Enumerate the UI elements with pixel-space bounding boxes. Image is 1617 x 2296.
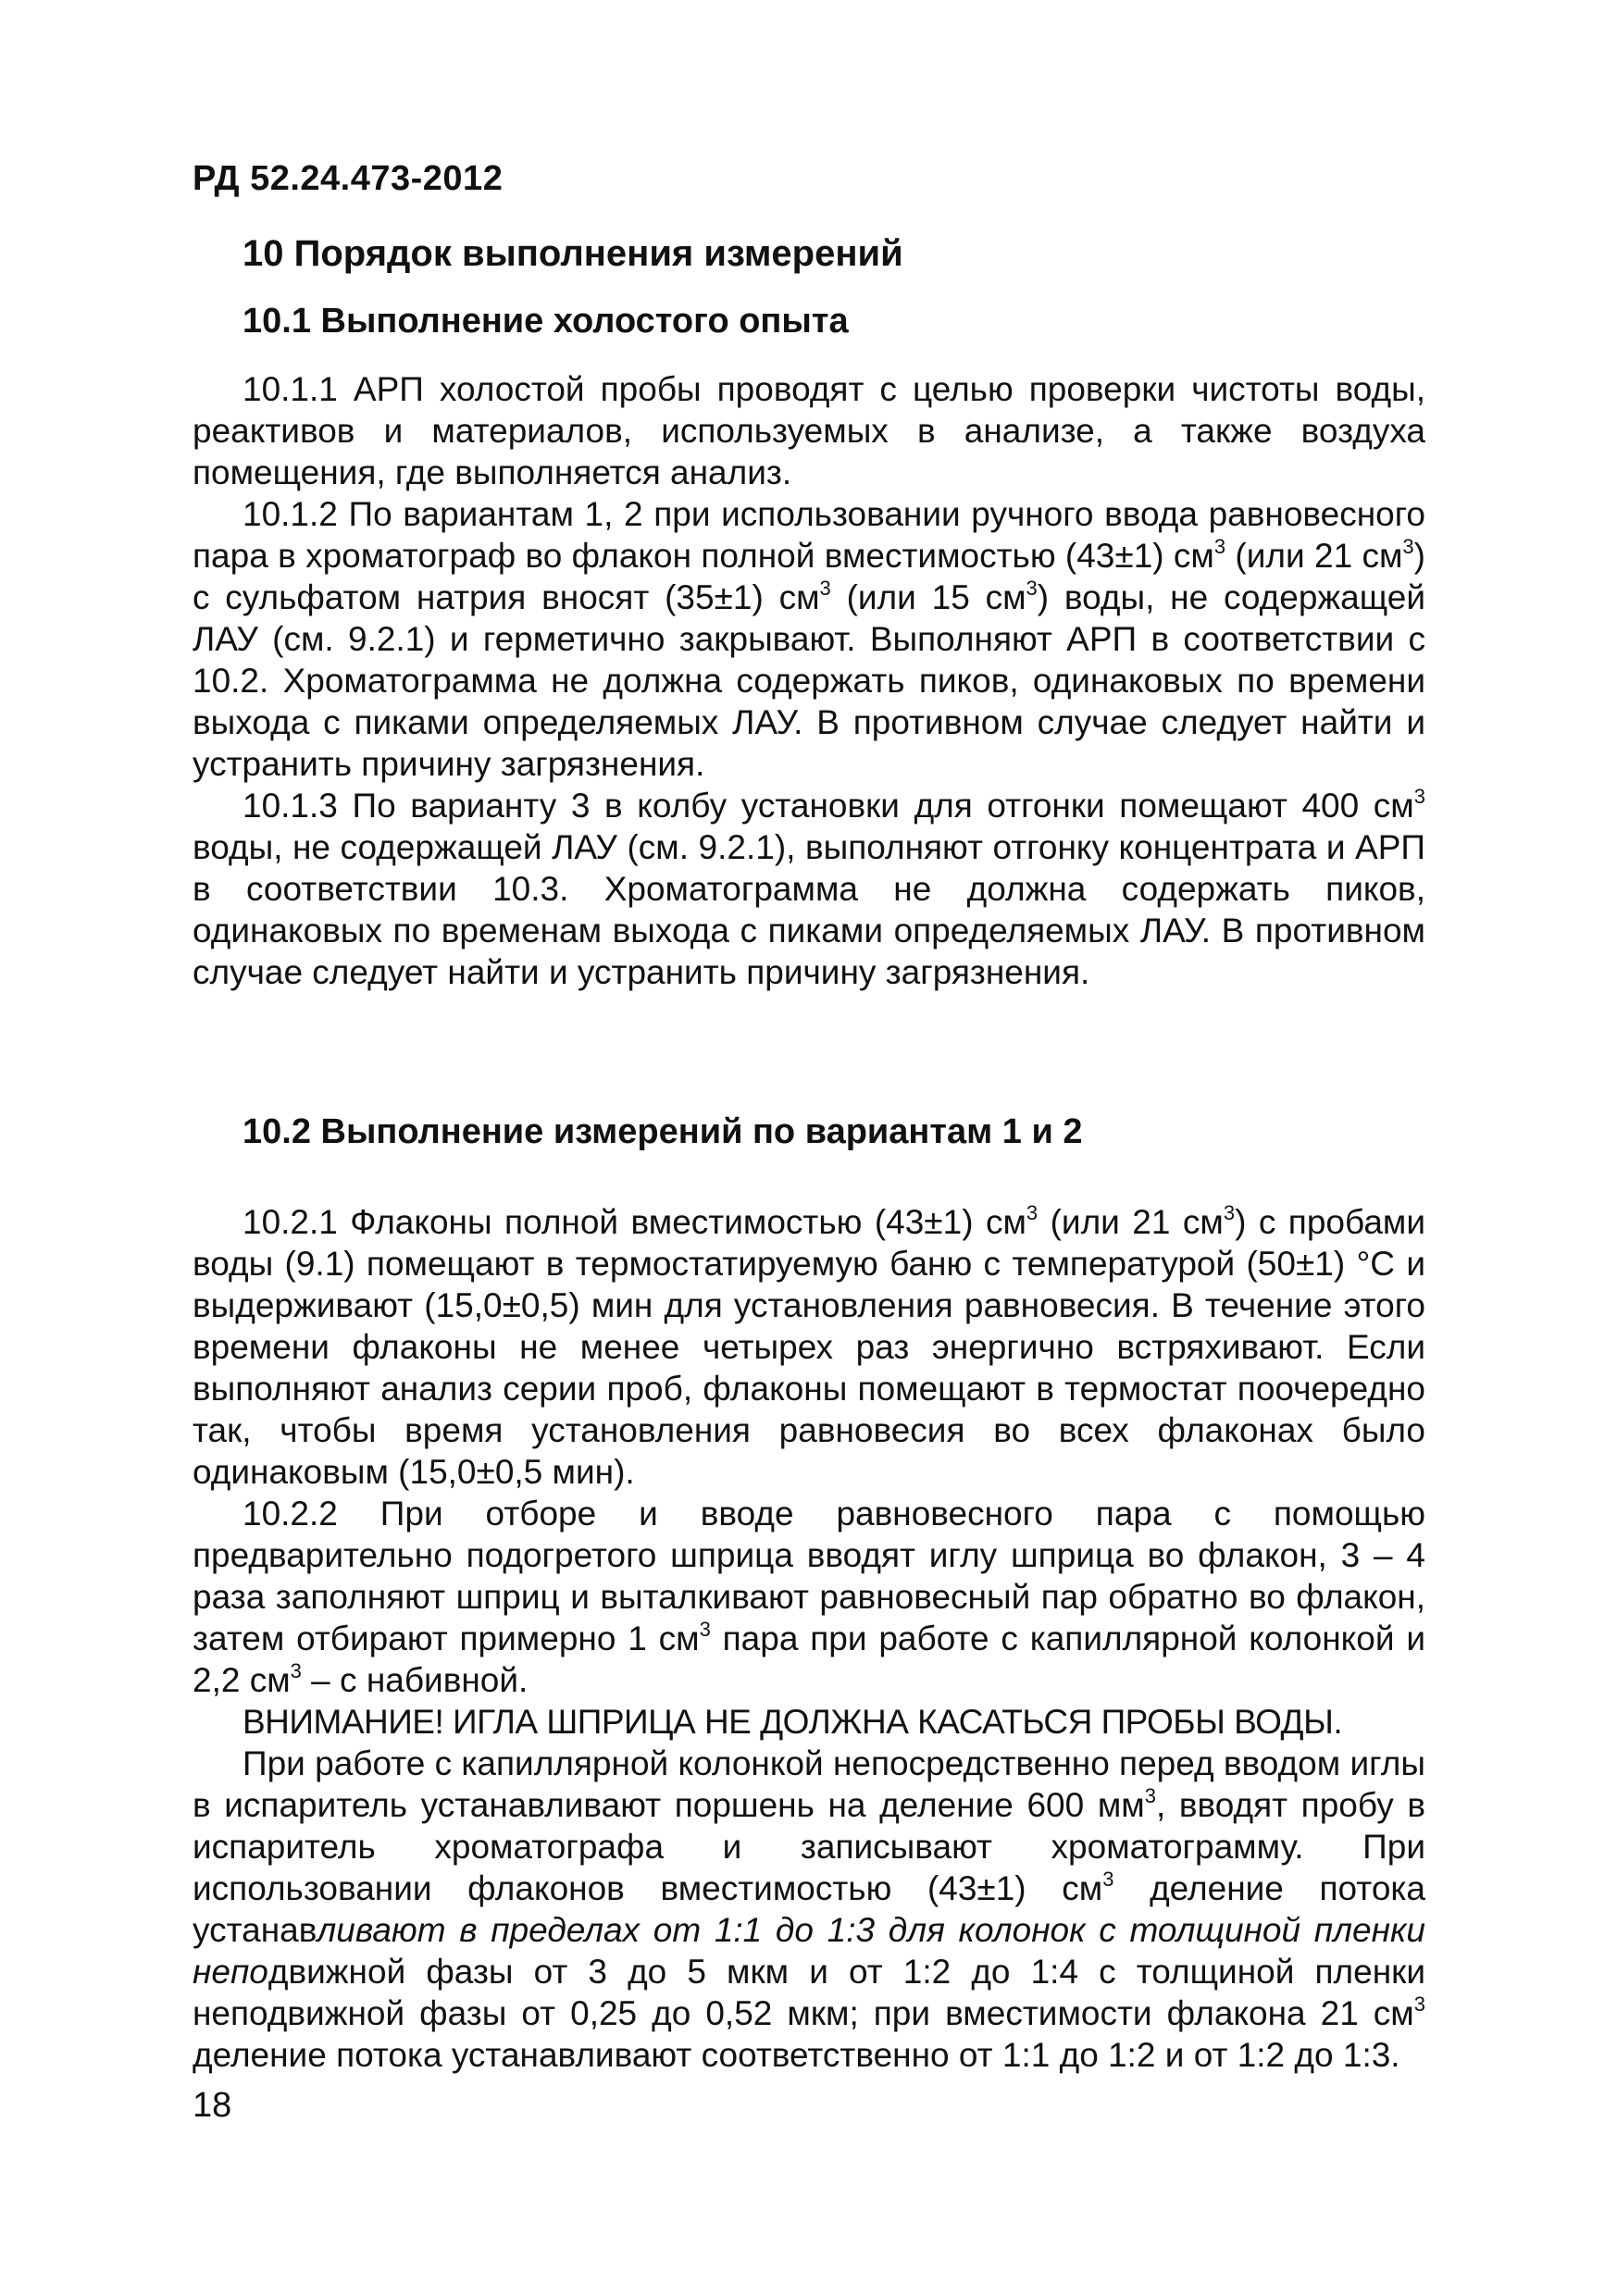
section-10-1-body [193, 368, 1425, 993]
subsection-title-10-2: 10.2 Выполнение измерений по вариантам 1 и 2 [243, 1112, 1083, 1151]
paragraph-capillary-column: При работе с капиллярной колонкой непосредственно перед вводом иглы в испаритель устанавливают поршень на деление 600 $мм^3$, вводят пробу в испаритель хроматографа и записывают хроматограмму. При использовании флаконов вместимостью (43±1) $см^3$ деление потока устанавливают в пределах от 1:1 до 1:3 для колонок с толщиной пленки неподвижной фазы от 3 до 5 мкм и от 1:2 до 1:4 с толщиной пленки неподвижной фазы от 0,25 до 0,52 мкм; при вместимости флакона 21 $см^3$ деление потока устанавливают соответственно от 1:1 до 1:2 и от 1:2 до 1:3. [193, 1744, 1426, 2074]
paragraph-10-2-1: 10.2.1 Флаконы полной вместимостью (43±1) $см^3$ (или 21 $см^3$) с пробами воды (9.1) помещают в термостатируемую баню с температурой (50±1) °С и выдерживают (15,0±0,5) мин для установления равновесия. В течение этого времени флаконы не менее четырех раз энергично встряхивают. Если выполняют анализ серии проб, флаконы помещают в термостат поочередно так, чтобы время установления равновесия во всех флаконах было одинаковым (15,0±0,5 мин). [193, 1201, 1425, 1491]
paragraph-10-1-2: 10.1.2 По вариантам 1, 2 при использовании ручного ввода равновесного пара в хроматограф во флакон полной вместимостью (43±1) $см^3$ (или 21 $см^3$) с сульфатом натрия вносят (35±1) $см^3$ (или 15 $см^3$) воды, не содержащей ЛАУ (см. 9.2.1) и герметично закрывают. Выполняют АРП в соответствии с 10.2. Хроматограмма не должна содержать пиков, одинаковых по времени выхода с пиками определяемых ЛАУ. В противном случае следует найти и устранить причину загрязнения. [193, 495, 1425, 783]
paragraph-10-1-3: 10.1.3 По варианту 3 в колбу установки для отгонки помещают 400 $см^3$ воды, не содержащей ЛАУ (см. 9.2.1), выполняют отгонку концентрата и АРП в соответствии 10.3. Хроматограмма не должна содержать пиков, одинаковых по временам выхода с пиками определяемых ЛАУ. В противном случае следует найти и устранить причину загрязнения. [193, 785, 1425, 991]
paragraph-10-1-1: 10.1.1 АРП холостой пробы проводят с целью проверки чистоты воды, реактивов и материалов, используемых в анализе, а также воздуха помещения, где выполняется анализ. [193, 370, 1425, 491]
warning-notice: ВНИМАНИЕ! ИГЛА ШПРИЦА НЕ ДОЛЖНА КАСАТЬСЯ ПРОБЫ ВОДЫ. [243, 1703, 1343, 1741]
section-title: 10 Порядок выполнения измерений [243, 233, 903, 274]
document-code-header: РД 52.24.473-2012 [193, 159, 504, 198]
page-number: 18 [193, 2086, 232, 2125]
paragraph-10-2-2: 10.2.2 При отборе и вводе равновесного пара с помощью предварительно подогретого шприца вводят иглу шприца во флакон, 3 – 4 раза заполняют шприц и выталкивают равновесный пар обратно во флакон, затем отбирают примерно 1 $см^3$ пара при работе с капиллярной колонкой и 2,2 $см^3$ – с набивной. [193, 1495, 1425, 1699]
subsection-title-10-1: 10.1 Выполнение холостого опыта [243, 302, 849, 341]
section-10-2-body [193, 1201, 1425, 2076]
